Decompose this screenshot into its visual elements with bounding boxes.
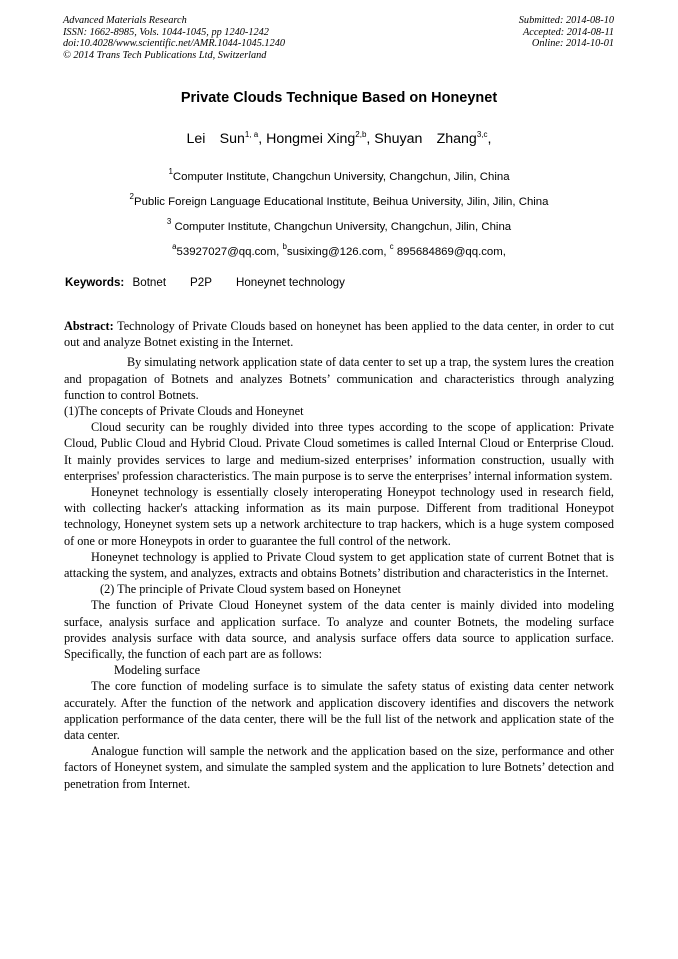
journal-header [63, 15, 285, 61]
email-link[interactable]: 53927027@qq.com, [176, 246, 283, 258]
author-name: Shuyan Zhang [374, 131, 477, 147]
paper-title: Private Clouds Technique Based on Honeynet [180, 90, 498, 106]
affiliation-1: $^1$Computer Institute, Changchun University, Changchun, Jilin, China [168, 167, 510, 183]
email-link[interactable]: 895684869@qq.com, [393, 246, 506, 258]
author-superscript: 1, a [244, 130, 259, 139]
keyword: Honeynet technology [235, 276, 345, 289]
affiliation-2: $^2$Public Foreign Language Educational Institute, Beihua University, Jilin, Jilin, China [129, 192, 549, 208]
submitted-date: Submitted: 2014-08-10 [518, 15, 614, 26]
paragraph: Cloud security can be roughly divided into three types according to the scope of application: Private Cloud, Public Cloud and Hybrid Cloud. Private Cloud sometimes is called Internal Cloud or Enterprise Cloud. It mainly provides services to large and medium-sized enterprises’ information construction, usually with enterprises' profession characteristics. The main purpose is to serve the enterprises’ internal information system. [64, 420, 614, 483]
doi-line: doi:10.4028/www.scientific.net/AMR.1044-1045.1240 [63, 38, 286, 50]
dates-header [519, 15, 614, 50]
affiliation-3: $^3$ Computer Institute, Changchun University, Changchun, Jilin, China [166, 217, 512, 233]
paragraph: The core function of modeling surface is to simulate the safety status of existing data center network accurately. After the function of the network and application discovery identifies and discovers the network application performance of the data center, there will be the full list of the network and application state of the data center. [64, 679, 614, 743]
keywords-label: Keywords: [65, 276, 125, 289]
abstract-label: Abstract: [64, 319, 114, 333]
email-list: $^a$53927027@qq.com, $^b$susixing@126.com, $^c$ 895684869@qq.com, [172, 242, 506, 258]
issn-line: ISSN: 1662-8985, Vols. 1044-1045, pp 1240-1242 [63, 26, 269, 38]
journal-name: Advanced Materials Research [63, 15, 187, 26]
subsection-heading: Modeling surface [114, 663, 201, 678]
paragraph: Honeynet technology is applied to Private Cloud system to get application state of current Botnet that is attacking the system, and analyzes, extracts and obtains Botnets’ distribution and characteristics in the Internet. [64, 549, 614, 581]
author-list: Lei Sun$^{1, a}$, Hongmei Xing$^{2,b}$, Shuyan Zhang$^{3,c}$, [186, 130, 492, 147]
paragraph: By simulating network application state of data center to set up a trap, the system lures the creation and propagation of Botnets and analyzes Botnets’ communication and characteristics through analyzing function to control Botnets. [64, 355, 614, 402]
keywords [65, 276, 369, 289]
author-superscript: 2,b [355, 130, 367, 139]
paragraph: Analogue function will sample the network and the application based on the size, performance and other factors of Honeynet system, and simulate the sampled system and the application to lure Botnets’ detection and penetration from Internet. [64, 744, 614, 791]
paragraph: Honeynet technology is essentially closely interoperating Honeypot technology used in research field, with collecting hacker's attacking information as its main purpose. Different from traditional Honeypot technology, Honeynet system sets up a network architecture to trap hackers, which is a huge system composed of one or more Honeypots in order to guarantee the full control of the network. [64, 485, 614, 548]
email-link[interactable]: susixing@126.com, [286, 246, 390, 258]
paragraph: The function of Private Cloud Honeynet system of the data center is mainly divided into modeling surface, analysis surface and application surface. To analyze and counter Botnets, the modeling surface provides analysis surface with data source, and analysis surface offers data source to application surface. Specifically, the function of each part are as follows: [64, 598, 614, 662]
copyright-line: © 2014 Trans Tech Publications Ltd, Switzerland [63, 49, 267, 61]
accepted-date: Accepted: 2014-08-11 [522, 26, 614, 38]
online-date: Online: 2014-10-01 [531, 38, 614, 50]
author-name: Lei Sun [186, 131, 245, 147]
author-name: Hongmei Xing [266, 131, 356, 147]
section-heading: (2) The principle of Private Cloud system based on Honeynet [100, 582, 401, 597]
abstract: Abstract: Technology of Private Clouds based on honeynet has been applied to the data center, in order to cut out and analyze Botnet existing in the Internet. [64, 319, 614, 350]
keyword: P2P [190, 276, 212, 289]
author-superscript: 3,c [476, 130, 488, 139]
paper-body [64, 318, 614, 792]
keyword: Botnet [132, 276, 167, 289]
section-heading: (1)The concepts of Private Clouds and Honeynet [64, 404, 304, 419]
